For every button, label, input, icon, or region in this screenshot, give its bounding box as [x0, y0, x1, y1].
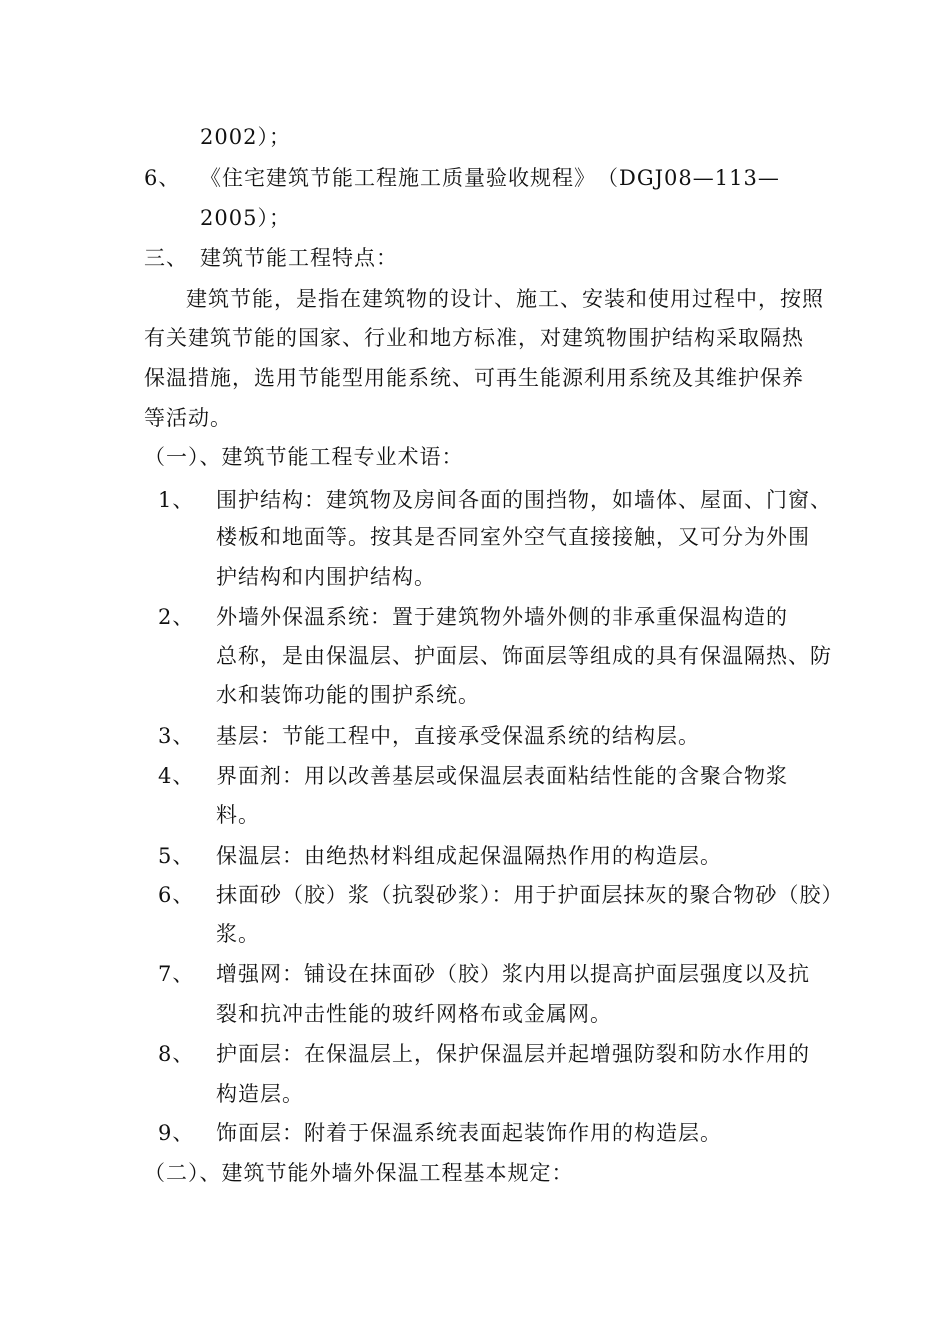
- term-4-line-2: 料。: [216, 803, 260, 827]
- term-4-line-1: 界面剂：用以改善基层或保温层表面粘结性能的含聚合物浆: [216, 764, 788, 788]
- section-3-title: 建筑节能工程特点：: [200, 246, 398, 270]
- term-2-line-2: 总称，是由保温层、护面层、饰面层等组成的具有保温隔热、防: [216, 644, 832, 668]
- term-4-number: 4、: [158, 764, 195, 788]
- section-3-number: 三、: [144, 246, 188, 270]
- intro-line-4: 等活动。: [144, 406, 232, 430]
- term-6-line-2: 浆。: [216, 922, 260, 946]
- intro-line-3: 保温措施，选用节能型用能系统、可再生能源利用系统及其维护保养: [144, 366, 804, 390]
- ref-item-6-number: 6、: [144, 166, 181, 190]
- term-2-number: 2、: [158, 605, 195, 629]
- term-7-number: 7、: [158, 962, 195, 986]
- ref-item-6-tail: 2005）；: [200, 206, 291, 230]
- term-3-number: 3、: [158, 724, 195, 748]
- intro-line-2: 有关建筑节能的国家、行业和地方标准，对建筑物围护结构采取隔热: [144, 326, 804, 350]
- term-1-line-2: 楼板和地面等。按其是否同室外空气直接接触，又可分为外围: [216, 525, 810, 549]
- term-1-line-1: 围护结构：建筑物及房间各面的围挡物，如墙体、屋面、门窗、: [216, 488, 832, 512]
- term-9-number: 9、: [158, 1121, 195, 1145]
- term-7-line-1: 增强网：铺设在抹面砂（胶）浆内用以提高护面层强度以及抗: [216, 962, 810, 986]
- term-9-line-1: 饰面层：附着于保温系统表面起装饰作用的构造层。: [216, 1121, 722, 1145]
- term-8-line-2: 构造层。: [216, 1082, 304, 1106]
- term-1-line-3: 护结构和内围护结构。: [216, 565, 436, 589]
- term-6-number: 6、: [158, 883, 195, 907]
- term-2-line-1: 外墙外保温系统：置于建筑物外墙外侧的非承重保温构造的: [216, 605, 788, 629]
- term-7-line-2: 裂和抗冲击性能的玻纤网格布或金属网。: [216, 1002, 612, 1026]
- term-5-line-1: 保温层：由绝热材料组成起保温隔热作用的构造层。: [216, 844, 722, 868]
- term-1-number: 1、: [158, 488, 195, 512]
- term-2-line-3: 水和装饰功能的围护系统。: [216, 683, 480, 707]
- term-6-line-1: 抹面砂（胶）浆（抗裂砂浆）：用于护面层抹灰的聚合物砂（胶）: [216, 883, 844, 907]
- ref-prev-tail: 2002）；: [200, 125, 291, 149]
- subsection-2-heading: （二）、建筑节能外墙外保温工程基本规定：: [144, 1161, 574, 1185]
- term-8-number: 8、: [158, 1042, 195, 1066]
- subsection-1-heading: （一）、建筑节能工程专业术语：: [144, 445, 464, 469]
- ref-item-6-text: 《住宅建筑节能工程施工质量验收规程》 （DGJ08—113—: [200, 166, 780, 190]
- term-5-number: 5、: [158, 844, 195, 868]
- term-8-line-1: 护面层：在保温层上，保护保温层并起增强防裂和防水作用的: [216, 1042, 810, 1066]
- term-3-line-1: 基层：节能工程中，直接承受保温系统的结构层。: [216, 724, 700, 748]
- intro-line-1: 建筑节能，是指在建筑物的设计、施工、安装和使用过程中，按照: [186, 287, 824, 311]
